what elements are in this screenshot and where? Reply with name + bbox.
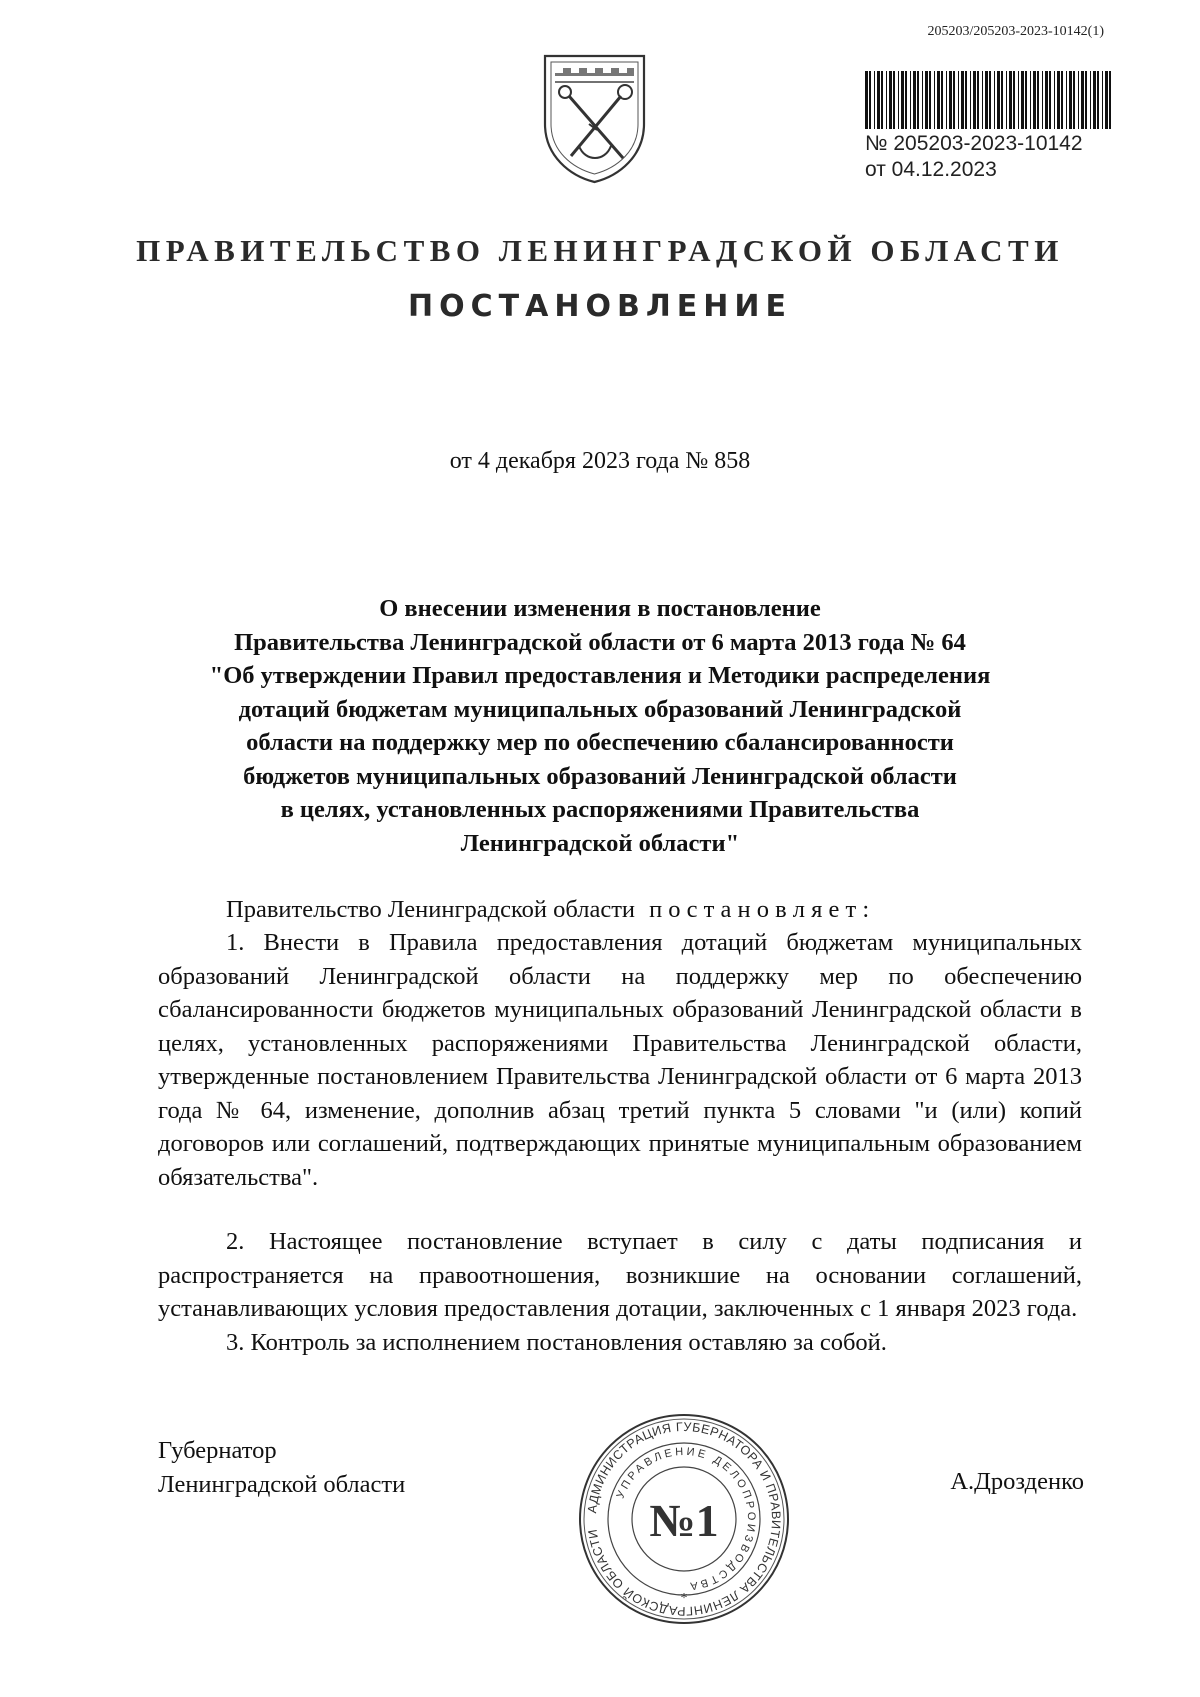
barcode-bar (893, 71, 895, 129)
barcode-bar (1109, 71, 1111, 129)
barcode-bar (953, 71, 955, 129)
barcode-bar (1102, 71, 1103, 129)
barcode-bar (1093, 71, 1096, 129)
barcode-bar (1018, 71, 1019, 129)
barcode-bar (961, 71, 964, 129)
paragraph-item-1: 1. Внести в Правила предоставления дотаций бюджетам муниципальных образований Ленинградской области на поддержку мер по обеспечению сбалансированности бюджетов муниципальных образований Ленинградской области в целях, установленных распоряжениями Правительства Ленинградской области, утвержденные постановлением Правительства Ленинградской области от 6 марта 2013 года № 64, изменение, дополнив абзац третий пункта 5 словами "и (или) копий договоров или соглашений, подтверждающих принятые муниципальным образованием обязательства". (158, 929, 1082, 1191)
barcode-bar (877, 71, 880, 129)
position-line: Ленинградской области (158, 1470, 406, 1498)
barcode-bar (1049, 71, 1051, 129)
barcode-bar (965, 71, 967, 129)
barcode-bar (865, 71, 868, 129)
registration-number: № 205203-2023-10142 (865, 132, 1083, 155)
coat-of-arms-emblem (539, 46, 650, 186)
barcode-bar (929, 71, 931, 129)
subject-line: дотаций бюджетам муниципальных образований Ленинградской (238, 695, 962, 723)
barcode-bar (874, 71, 875, 129)
barcode-bar (946, 71, 947, 129)
svg-text:№1: №1 (649, 1495, 719, 1546)
barcode-bar (994, 71, 995, 129)
barcode-bar (1081, 71, 1084, 129)
barcode-bar (982, 71, 983, 129)
document-date-number: от 4 декабря 2023 года № 858 (449, 448, 751, 474)
signatory-name: А.Дрозденко (950, 1468, 1084, 1495)
barcode-bar (1001, 71, 1003, 129)
position-line: Губернатор (158, 1437, 277, 1464)
barcode-bar (913, 71, 916, 129)
barcode-bar (881, 71, 883, 129)
barcode-bar (869, 71, 871, 129)
barcode-bar (1042, 71, 1043, 129)
government-title: ПРАВИТЕЛЬСТВО ЛЕНИНГРАДСКОЙ ОБЛАСТИ (136, 233, 1064, 268)
barcode-bar (917, 71, 919, 129)
barcode-bar (1045, 71, 1048, 129)
subject-line: О внесении изменения в постановление (379, 595, 821, 622)
barcode-bar (989, 71, 991, 129)
barcode-bar (901, 71, 904, 129)
barcode-bar (934, 71, 935, 129)
barcode-bar (1097, 71, 1099, 129)
barcode-bar (925, 71, 928, 129)
barcode-bar (1030, 71, 1031, 129)
barcode-bar (977, 71, 979, 129)
subject-line: области на поддержку мер по обеспечению сбалансированности (246, 729, 954, 756)
barcode-bar (1061, 71, 1063, 129)
document-type: ПОСТАНОВЛЕНИЕ (408, 289, 792, 324)
barcode-bar (997, 71, 1000, 129)
document-subject (0, 592, 1200, 860)
barcode-bar (973, 71, 976, 129)
svg-text:*: * (680, 1591, 688, 1606)
barcode-bar (941, 71, 943, 129)
barcode-bar (1054, 71, 1055, 129)
registration-stamp (865, 131, 1083, 183)
barcode-bar (898, 71, 899, 129)
registration-date: от 04.12.2023 (865, 158, 997, 181)
svg-text:УПРАВЛЕНИЕ ДЕЛОПРОИЗВОДСТВА: УПРАВЛЕНИЕ ДЕЛОПРОИЗВОДСТВА (614, 1445, 758, 1593)
preamble (158, 893, 869, 927)
barcode-bar (1105, 71, 1108, 129)
barcode-bar (905, 71, 907, 129)
subject-line: "Об утверждении Правил предоставления и Методики распределения (209, 662, 991, 689)
barcode-bar (1090, 71, 1091, 129)
paragraph-item-3: 3. Контроль за исполнением постановления оставляю за собой. (226, 1329, 887, 1356)
barcode-bar (889, 71, 892, 129)
barcode-bar (1013, 71, 1015, 129)
barcode-bar (922, 71, 923, 129)
barcode-bar (886, 71, 887, 129)
barcode-bar (949, 71, 952, 129)
barcode-bar (1078, 71, 1079, 129)
barcode-bar (1021, 71, 1024, 129)
barcode-bar (1009, 71, 1012, 129)
barcode-bar (1069, 71, 1072, 129)
subject-line: Правительства Ленинградской области от 6 марта 2013 года № 64 (234, 628, 966, 656)
subject-line: бюджетов муниципальных образований Ленинградской области (243, 762, 957, 790)
barcode-bar (1073, 71, 1075, 129)
signatory-position (158, 1434, 405, 1501)
preamble-verb: п о с т а н о в л я е т : (649, 896, 870, 923)
barcode-bar (1025, 71, 1027, 129)
barcode-bar (958, 71, 959, 129)
barcode-bar (985, 71, 988, 129)
official-seal-stamp (577, 1412, 791, 1626)
paragraph-item-2: 2. Настоящее постановление вступает в силу с даты подписания и распространяется на правоотношения, возникшие на основании соглашений, устанавливающих условия предоставления дотации, заключенных с 1 января 2023 года. (158, 1228, 1082, 1322)
barcode-bar (910, 71, 911, 129)
barcode-bar (1033, 71, 1036, 129)
subject-line: в целях, установленных распоряжениями Правительства (280, 796, 920, 823)
subject-line: Ленинградской области" (460, 829, 740, 857)
barcode-bar (1057, 71, 1060, 129)
barcode-bar (970, 71, 971, 129)
barcode-bar (1037, 71, 1039, 129)
barcode-bar (1006, 71, 1007, 129)
barcode-bar (937, 71, 940, 129)
barcode-bar (1066, 71, 1067, 129)
barcode (865, 71, 1116, 129)
document-code: 205203/205203-2023-10142(1) (927, 24, 1104, 39)
svg-text:АДМИНИСТРАЦИЯ ГУБЕРНАТОРА И ПР: АДМИНИСТРАЦИЯ ГУБЕРНАТОРА И ПРАВИТЕЛЬСТВА ЛЕНИНГРАДСКОЙ ОБЛАСТИ (585, 1419, 784, 1619)
barcode-bar (1085, 71, 1087, 129)
preamble-subject: Правительство Ленинградской области (226, 896, 636, 923)
